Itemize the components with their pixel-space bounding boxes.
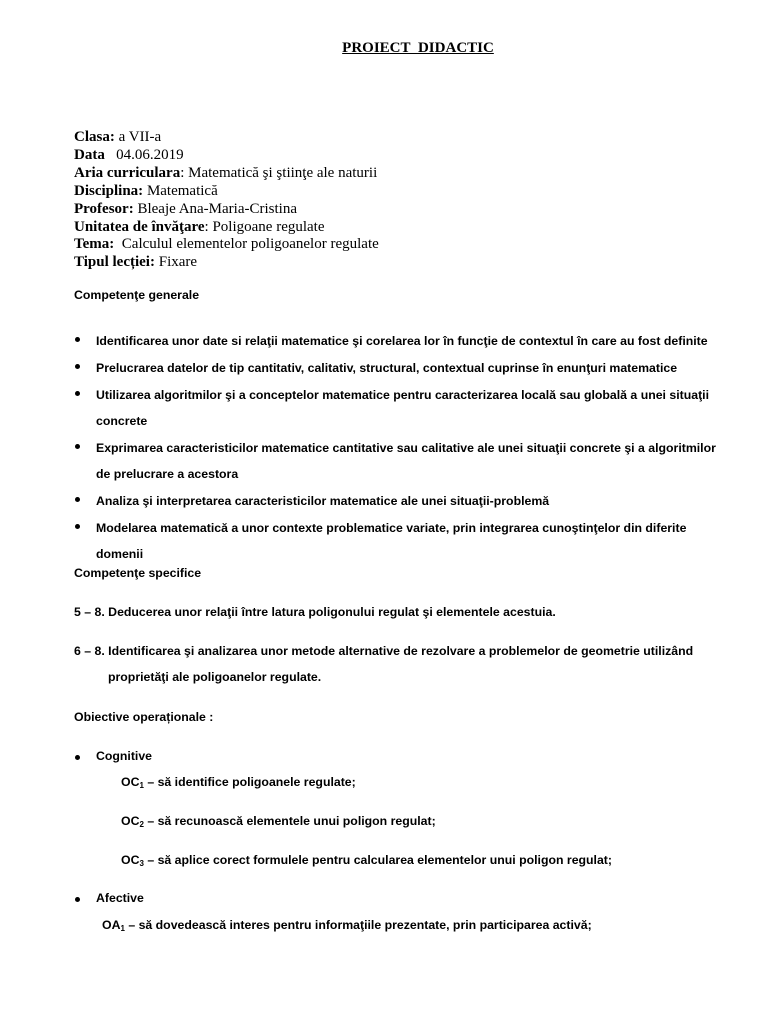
list-item: Modelarea matematică a unor contexte problematice variate, prin integrarea cunoştinţelor din diferite domenii [74,515,724,567]
oc-3: $OC_3$ – să aplice corect formulele pentru calcularea elementelor unui poligon regulat; [121,853,612,868]
afective-item: Afective [74,891,144,905]
lesson-info [74,129,379,272]
competente-generale-list [74,328,724,568]
bullet-icon [75,755,80,760]
meta-row-unitatea: Unitatea de învăţare: Poligoane regulate [74,218,325,235]
list-item: Utilizarea algoritmilor şi a conceptelor matematice pentru caracterizarea locală sau globală a unei situaţii concrete [74,382,724,434]
obiective-heading: Obiective operaționale : [74,710,214,724]
competenta-specifica-2: 6 – 8. Identificarea şi analizarea unor metode alternative de rezolvare a problemelor de geometrie utilizând [74,644,694,658]
list-item: Analiza şi interpretarea caracteristicilor matematice ale unei situaţii-problemă [74,488,724,514]
meta-row-disciplina: Disciplina: Matematică [74,182,218,199]
oc-1: $OC_1$ – să identifice poligoanele regulate; [121,775,356,790]
bullet-icon [75,897,80,902]
competenta-specifica-2-cont: proprietăţi ale poligoanelor regulate. [108,670,322,684]
competente-generale-heading: Competenţe generale [74,288,200,302]
meta-row-profesor: Profesor: Bleaje Ana-Maria-Cristina [74,200,297,217]
meta-row-clasa: Clasa: a VII-a [74,129,162,145]
meta-row-tema: Tema: Calculul elementelor poligoanelor regulate [74,236,379,253]
oc-2: $OC_2$ – să recunoască elementele unui poligon regulat; [121,814,436,829]
oa-1: $OA_1$ – să dovedească interes pentru informaţiile prezentate, prin participarea activă; [102,918,592,933]
competente-specifice-heading: Competenţe specifice [74,566,202,580]
competenta-specifica-1: 5 – 8. Deducerea unor relaţii între latura poligonului regulat şi elementele acestuia. [74,605,556,619]
meta-row-data: Data 04.06.2019 [74,146,184,163]
meta-row-tipul: Tipul lecției: Fixare [74,254,198,271]
list-item: Exprimarea caracteristicilor matematice cantitative sau calitative ale unei situaţii concrete şi a algoritmilor de prelucrare a acestora [74,435,724,487]
document-title: PROIECT DIDACTIC [342,40,494,56]
cognitive-item: Cognitive [74,749,152,763]
list-item: Identificarea unor date si relaţii matematice şi corelarea lor în funcţie de contextul în care au fost definite [74,328,724,354]
list-item: Prelucrarea datelor de tip cantitativ, calitativ, structural, contextual cuprinse în enunţuri matematice [74,355,724,381]
meta-row-aria: Aria curriculara: Matematică şi ştiinţe ale naturii [74,164,378,181]
